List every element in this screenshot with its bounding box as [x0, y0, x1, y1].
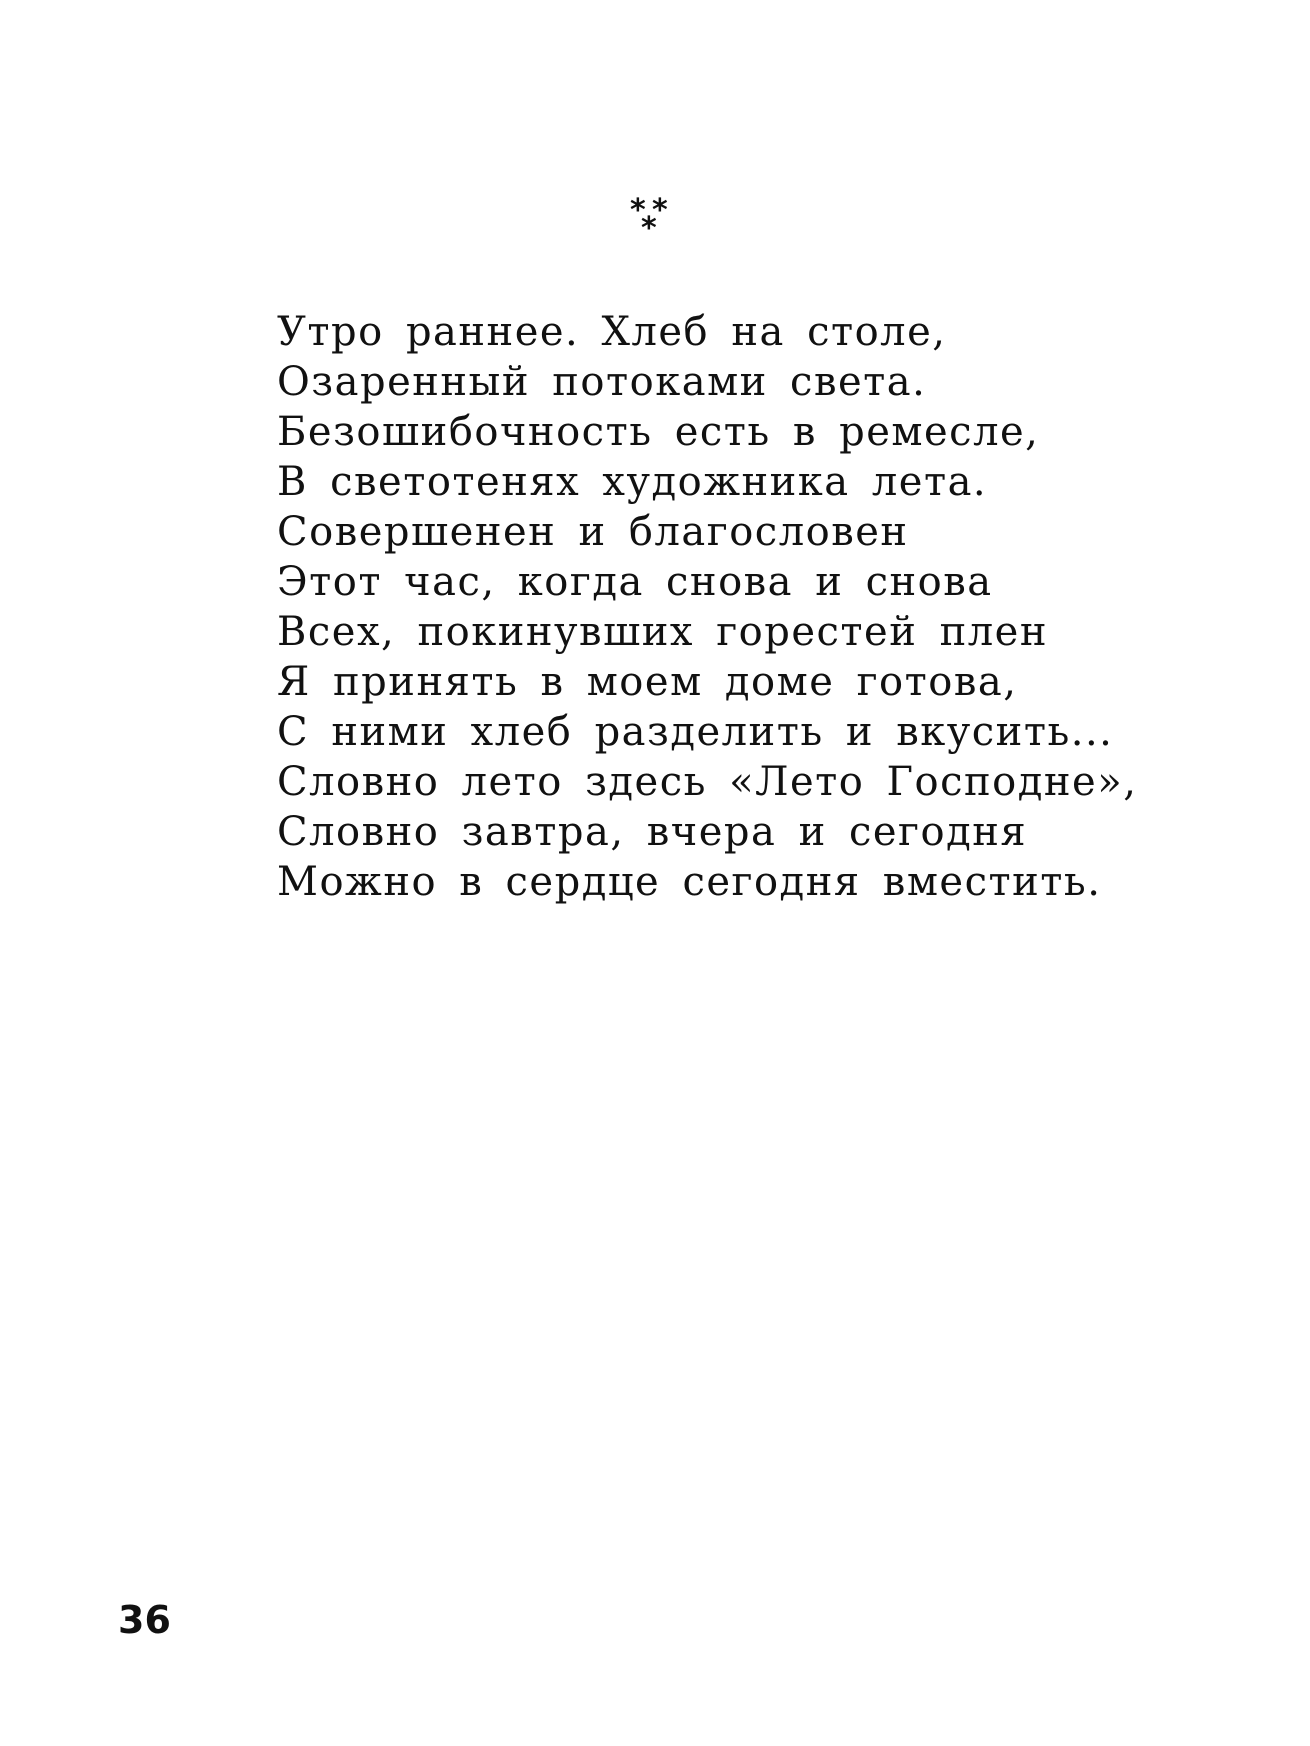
asterisk-icon: *	[630, 193, 646, 228]
asterisk-icon: *	[652, 193, 668, 228]
poem-line: Озаренный потоками света.	[277, 359, 927, 405]
poem-line: С ними хлеб разделить и вкусить...	[277, 709, 1114, 755]
poem-line: В светотенях художника лета.	[277, 459, 988, 505]
asterisk-icon: *	[641, 211, 657, 246]
poem-line: Совершенен и благословен	[277, 509, 909, 555]
asterism-separator	[630, 193, 680, 246]
poem-line: Утро раннее. Хлеб на столе,	[277, 309, 947, 355]
poem-line: Безошибочность есть в ремесле,	[277, 409, 1040, 455]
poem-line: Всех, покинувших горестей плен	[277, 609, 1048, 655]
poem-text	[277, 307, 1177, 907]
poem-line: Можно в сердце сегодня вместить.	[277, 859, 1102, 905]
poem-line: Словно лето здесь «Лето Господне»,	[277, 759, 1138, 805]
poem-line: Этот час, когда снова и снова	[277, 559, 993, 605]
page-number: 36	[118, 1598, 171, 1642]
poem-line: Словно завтра, вчера и сегодня	[277, 809, 1028, 855]
poem-line: Я принять в моем доме готова,	[277, 659, 1018, 705]
